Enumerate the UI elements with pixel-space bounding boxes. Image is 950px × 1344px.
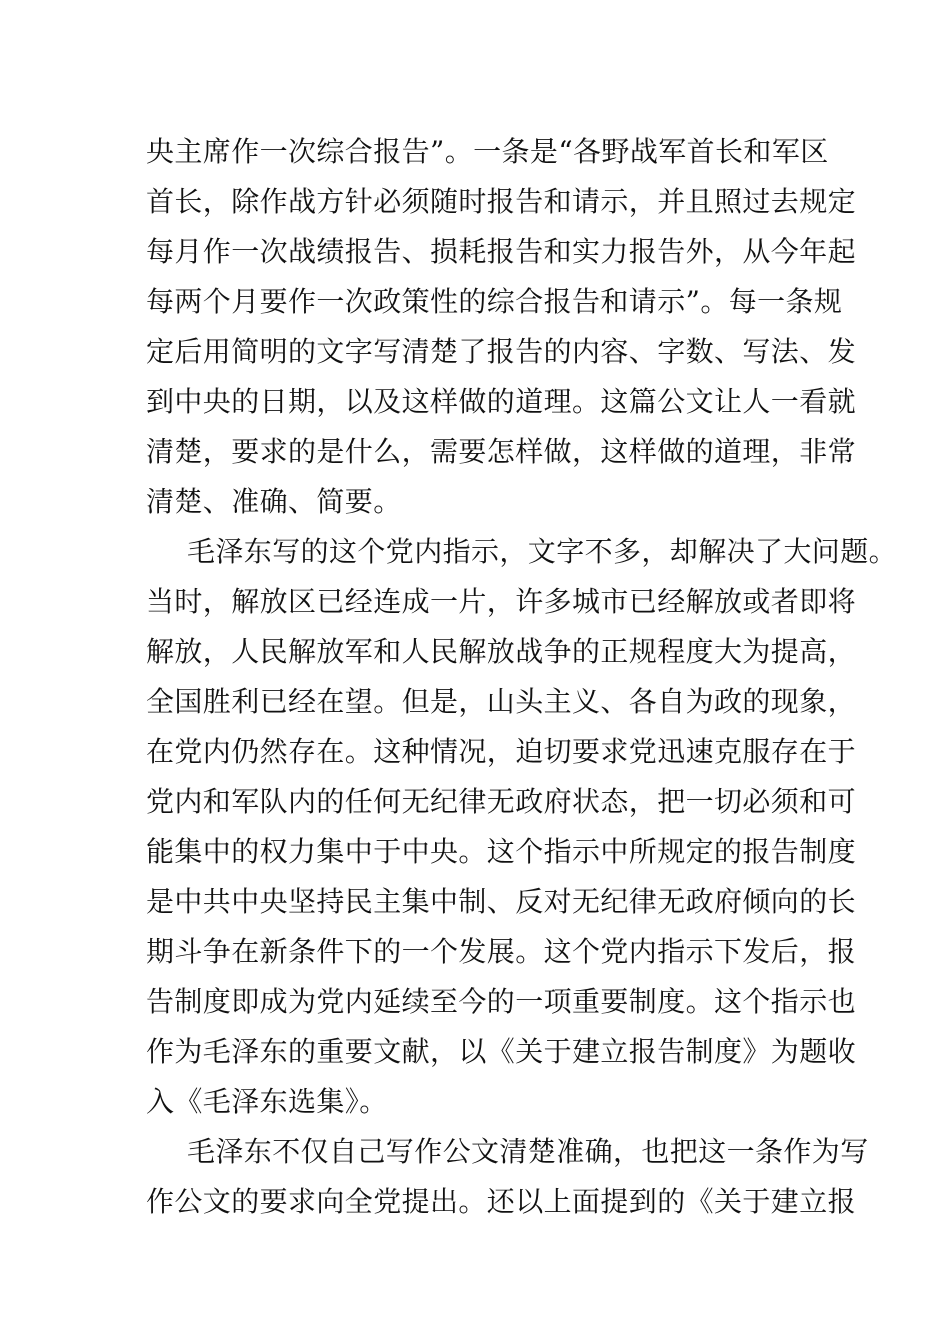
text-line: 全国胜利已经在望。但是，山头主义、各自为政的现象，	[146, 685, 857, 718]
text-line: 作公文的要求向全党提出。还以上面提到的《关于建立报	[146, 1185, 857, 1218]
text-line: 告制度即成为党内延续至今的一项重要制度。这个指示也	[146, 985, 857, 1018]
text-line: 入《毛泽东选集》。	[146, 1085, 388, 1118]
text-line: 每月作一次战绩报告、损耗报告和实力报告外，从今年起	[146, 235, 857, 268]
text-line: 清楚、准确、简要。	[146, 485, 402, 518]
text-line: 毛泽东不仅自己写作公文清楚准确，也把这一条作为写	[187, 1135, 869, 1168]
text-line: 每两个月要作一次政策性的综合报告和请示”。每一条规	[146, 285, 843, 318]
text-line: 毛泽东写的这个党内指示，文字不多，却解决了大问题。	[187, 535, 898, 568]
text-line: 到中央的日期，以及这样做的道理。这篇公文让人一看就	[146, 385, 857, 418]
text-line: 能集中的权力集中于中央。这个指示中所规定的报告制度	[146, 835, 857, 868]
text-line: 央主席作一次综合报告”。一条是“各野战军首长和军区	[146, 135, 829, 168]
text-line: 作为毛泽东的重要文献，以《关于建立报告制度》为题收	[146, 1035, 857, 1068]
text-line: 党内和军队内的任何无纪律无政府状态，把一切必须和可	[146, 785, 857, 818]
text-line: 当时，解放区已经连成一片，许多城市已经解放或者即将	[146, 585, 857, 618]
text-line: 解放，人民解放军和人民解放战争的正规程度大为提高，	[146, 635, 857, 668]
text-line: 清楚，要求的是什么，需要怎样做，这样做的道理，非常	[146, 435, 857, 468]
text-line: 期斗争在新条件下的一个发展。这个党内指示下发后，报	[146, 935, 857, 968]
text-line: 首长，除作战方针必须随时报告和请示，并且照过去规定	[146, 185, 857, 218]
text-line: 在党内仍然存在。这种情况，迫切要求党迅速克服存在于	[146, 735, 857, 768]
text-line: 是中共中央坚持民主集中制、反对无纪律无政府倾向的长	[146, 885, 857, 918]
text-line: 定后用简明的文字写清楚了报告的内容、字数、写法、发	[146, 335, 857, 368]
